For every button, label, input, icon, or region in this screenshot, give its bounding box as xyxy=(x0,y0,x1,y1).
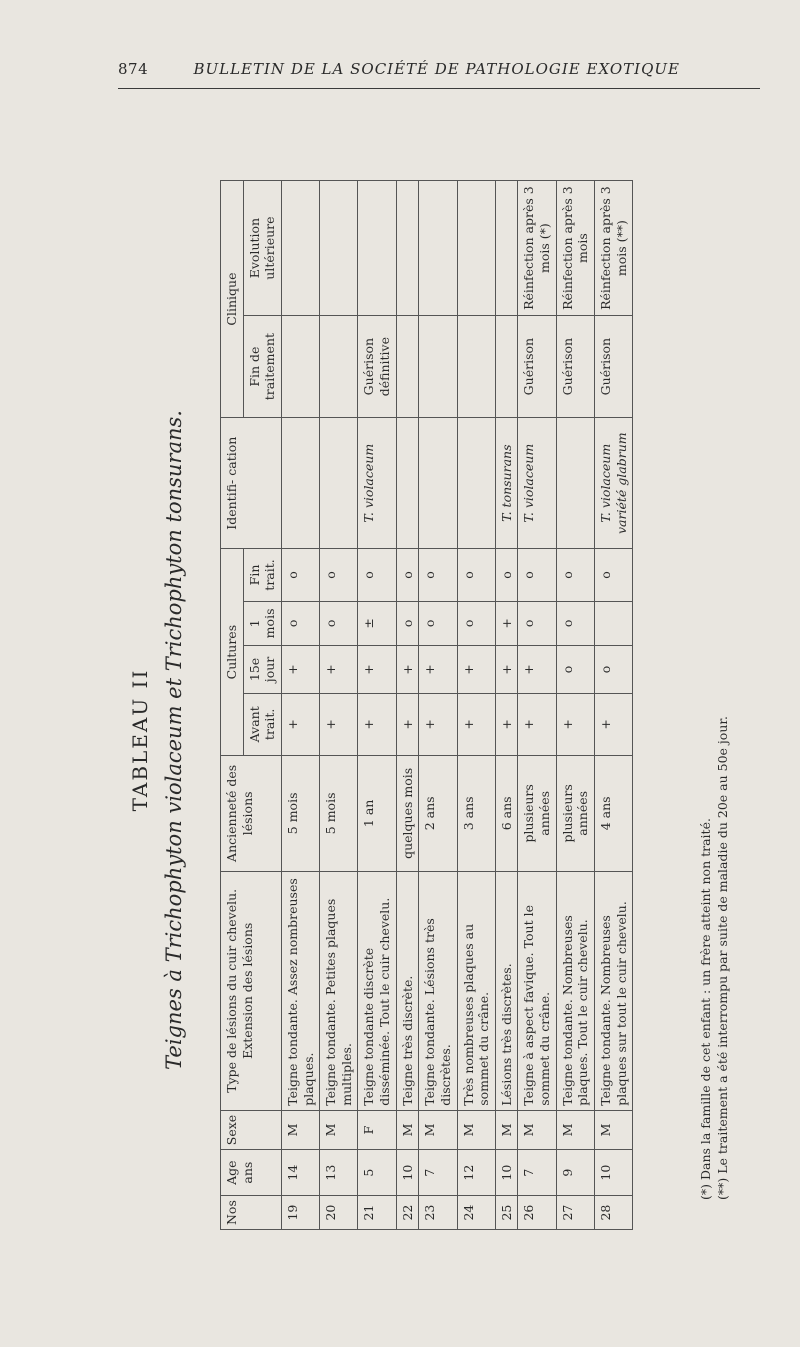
table-cell-type: Teigne tondante. Assez nombreuses plaques. xyxy=(281,871,319,1110)
table-cell-ident xyxy=(281,418,319,549)
table-cell-j15: + xyxy=(518,646,556,694)
table-cell-evol xyxy=(396,181,419,316)
table-cell-avant: + xyxy=(419,693,457,755)
page-number: 874 xyxy=(118,60,149,78)
table-cell-fin: o xyxy=(320,549,358,601)
table-cell-j15: + xyxy=(396,646,419,694)
table-cell-no: 26 xyxy=(518,1196,556,1230)
table-cell-type: Teigne tondante. Nombreuses plaques. Tout le cuir chevelu. xyxy=(556,871,594,1110)
footnotes xyxy=(698,716,732,1200)
table-cell-finT xyxy=(320,316,358,418)
table-cell-anc: 2 ans xyxy=(419,755,457,871)
table-cell-ident xyxy=(556,418,594,549)
table-row xyxy=(495,181,518,1230)
table-cell-m1: o xyxy=(281,601,319,646)
table-cell-m1: o xyxy=(556,601,594,646)
table-cell-avant: + xyxy=(358,693,396,755)
table-cell-ident: T. violaceum xyxy=(358,418,396,549)
table-cell-no: 27 xyxy=(556,1196,594,1230)
table-cell-anc: 3 ans xyxy=(457,755,495,871)
table-cell-sexe: F xyxy=(358,1110,396,1149)
table-cell-age: 7 xyxy=(419,1150,457,1196)
table-cell-finT xyxy=(281,316,319,418)
table-cell-finT: Guérison xyxy=(518,316,556,418)
table-cell-j15: + xyxy=(358,646,396,694)
table-cell-avant: + xyxy=(594,693,632,755)
table-cell-m1: + xyxy=(495,601,518,646)
table-cell-sexe: M xyxy=(320,1110,358,1149)
table-row xyxy=(396,181,419,1230)
table-cell-ident xyxy=(396,418,419,549)
header-evolution: Evolution ultérieure xyxy=(243,181,281,316)
header-nos: Nos xyxy=(221,1196,282,1230)
table-cell-no: 28 xyxy=(594,1196,632,1230)
table-cell-no: 23 xyxy=(419,1196,457,1230)
table-cell-no: 20 xyxy=(320,1196,358,1230)
table-cell-m1: o xyxy=(518,601,556,646)
table-cell-fin: o xyxy=(281,549,319,601)
table-cell-finT: Guérison xyxy=(556,316,594,418)
table-cell-finT xyxy=(396,316,419,418)
table-cell-type: Lésions très discrètes. xyxy=(495,871,518,1110)
table-row xyxy=(556,181,594,1230)
table-cell-j15: + xyxy=(495,646,518,694)
table-cell-j15: + xyxy=(281,646,319,694)
table-cell-m1: ± xyxy=(358,601,396,646)
table-cell-m1 xyxy=(594,601,632,646)
table-cell-anc: plusieurs années xyxy=(556,755,594,871)
table-cell-evol xyxy=(419,181,457,316)
table-cell-anc: quelques mois xyxy=(396,755,419,871)
table-cell-avant: + xyxy=(556,693,594,755)
table-cell-fin: o xyxy=(556,549,594,601)
data-table xyxy=(220,180,633,1230)
table-cell-sexe: M xyxy=(556,1110,594,1149)
table-cell-finT xyxy=(495,316,518,418)
table-cell-ident: T. violaceum xyxy=(518,418,556,549)
table-cell-evol: Réinfection après 3 mois (**) xyxy=(594,181,632,316)
table-cell-fin: o xyxy=(419,549,457,601)
table-cell-avant: + xyxy=(518,693,556,755)
table-cell-sexe: M xyxy=(594,1110,632,1149)
table-cell-avant: + xyxy=(320,693,358,755)
table-cell-avant: + xyxy=(495,693,518,755)
table-cell-sexe: M xyxy=(518,1110,556,1149)
header-identification: Identifi- cation xyxy=(221,418,282,549)
table-cell-age: 14 xyxy=(281,1150,319,1196)
table-cell-m1: o xyxy=(320,601,358,646)
header-fin-traitement: Fin de traitement xyxy=(243,316,281,418)
table-cell-type: Teigne tondante. Nombreuses plaques sur tout le cuir chevelu. xyxy=(594,871,632,1110)
table-row xyxy=(518,181,556,1230)
table-row xyxy=(281,181,319,1230)
table-cell-sexe: M xyxy=(495,1110,518,1149)
header-15-jour: 15e jour xyxy=(243,646,281,694)
table-subtitle: Teignes à Trichophyton violaceum et Trichophyton tonsurans. xyxy=(162,410,186,1070)
header-avant: Avant trait. xyxy=(243,693,281,755)
table-cell-age: 7 xyxy=(518,1150,556,1196)
table-row xyxy=(457,181,495,1230)
table-cell-evol xyxy=(495,181,518,316)
table-cell-anc: plusieurs années xyxy=(518,755,556,871)
header-age: Age ans xyxy=(221,1150,282,1196)
table-cell-evol xyxy=(281,181,319,316)
table-cell-j15: o xyxy=(594,646,632,694)
header-anciennete: Ancienneté des lésions xyxy=(221,755,282,871)
header-fin-trait: Fin trait. xyxy=(243,549,281,601)
table-cell-ident: T. tonsurans xyxy=(495,418,518,549)
table-cell-finT: Guérison xyxy=(594,316,632,418)
table-cell-age: 12 xyxy=(457,1150,495,1196)
table-cell-avant: + xyxy=(281,693,319,755)
table-cell-no: 25 xyxy=(495,1196,518,1230)
table-title: TABLEAU II xyxy=(128,668,152,812)
table-cell-anc: 6 ans xyxy=(495,755,518,871)
table-cell-j15: o xyxy=(556,646,594,694)
table-cell-age: 13 xyxy=(320,1150,358,1196)
footnote: (*) Dans la famille de cet enfant : un frère atteint non traité. xyxy=(698,818,713,1200)
table-cell-fin: o xyxy=(594,549,632,601)
table-cell-evol: Réinfection après 3 mois (*) xyxy=(518,181,556,316)
table-cell-sexe: M xyxy=(457,1110,495,1149)
table-cell-fin: o xyxy=(518,549,556,601)
table-cell-j15: + xyxy=(457,646,495,694)
table-cell-m1: o xyxy=(419,601,457,646)
table-cell-type: Très nombreuses plaques au sommet du crâne. xyxy=(457,871,495,1110)
table-cell-ident: T. violaceum variété glabrum xyxy=(594,418,632,549)
table-cell-age: 10 xyxy=(495,1150,518,1196)
table-cell-age: 10 xyxy=(396,1150,419,1196)
table-cell-type: Teigne tondante. Petites plaques multiples. xyxy=(320,871,358,1110)
table-cell-no: 24 xyxy=(457,1196,495,1230)
header-type: Type de lésions du cuir chevelu. Extension des lésions xyxy=(221,871,282,1110)
table-cell-fin: o xyxy=(396,549,419,601)
table-cell-sexe: M xyxy=(419,1110,457,1149)
footnote: (**) Le traitement a été interrompu par suite de maladie du 20e au 50e jour. xyxy=(714,716,730,1200)
table-cell-j15: + xyxy=(419,646,457,694)
table-cell-finT xyxy=(419,316,457,418)
table-cell-m1: o xyxy=(457,601,495,646)
table-cell-no: 22 xyxy=(396,1196,419,1230)
table-row xyxy=(320,181,358,1230)
table-cell-ident xyxy=(457,418,495,549)
table-cell-ident xyxy=(419,418,457,549)
table-cell-age: 9 xyxy=(556,1150,594,1196)
table-row xyxy=(594,181,632,1230)
header-1-mois: 1 mois xyxy=(243,601,281,646)
table-cell-sexe: M xyxy=(281,1110,319,1149)
table-cell-evol xyxy=(320,181,358,316)
header-sexe: Sexe xyxy=(221,1110,282,1149)
table-cell-evol: Réinfection après 3 mois xyxy=(556,181,594,316)
table-cell-no: 19 xyxy=(281,1196,319,1230)
table-cell-type: Teigne tondante. Lésions très discrètes. xyxy=(419,871,457,1110)
journal-title: BULLETIN DE LA SOCIÉTÉ DE PATHOLOGIE EXOTIQUE xyxy=(193,60,680,78)
table-cell-finT xyxy=(457,316,495,418)
table-cell-anc: 5 mois xyxy=(281,755,319,871)
table-cell-ident xyxy=(320,418,358,549)
table-cell-anc: 1 an xyxy=(358,755,396,871)
table-cell-avant: + xyxy=(396,693,419,755)
table-cell-m1: o xyxy=(396,601,419,646)
table-cell-type: Teigne très discrète. xyxy=(396,871,419,1110)
table-cell-anc: 5 mois xyxy=(320,755,358,871)
table-cell-age: 5 xyxy=(358,1150,396,1196)
table-cell-anc: 4 ans xyxy=(594,755,632,871)
table-cell-type: Teigne à aspect favique. Tout le sommet du crâne. xyxy=(518,871,556,1110)
table-cell-fin: o xyxy=(358,549,396,601)
table-cell-avant: + xyxy=(457,693,495,755)
table-cell-no: 21 xyxy=(358,1196,396,1230)
table-cell-fin: o xyxy=(457,549,495,601)
table-cell-evol xyxy=(457,181,495,316)
table-row xyxy=(358,181,396,1230)
header-cultures: Cultures xyxy=(221,549,244,756)
table-cell-type: Teigne tondante discrète disséminée. Tout le cuir chevelu. xyxy=(358,871,396,1110)
table-cell-finT: Guérison définitive xyxy=(358,316,396,418)
table-cell-evol xyxy=(358,181,396,316)
table-cell-fin: o xyxy=(495,549,518,601)
header-clinique: Clinique xyxy=(221,181,244,418)
table-cell-sexe: M xyxy=(396,1110,419,1149)
table-cell-age: 10 xyxy=(594,1150,632,1196)
rotated-table-block xyxy=(100,70,800,1290)
table-cell-j15: + xyxy=(320,646,358,694)
table-row xyxy=(419,181,457,1230)
